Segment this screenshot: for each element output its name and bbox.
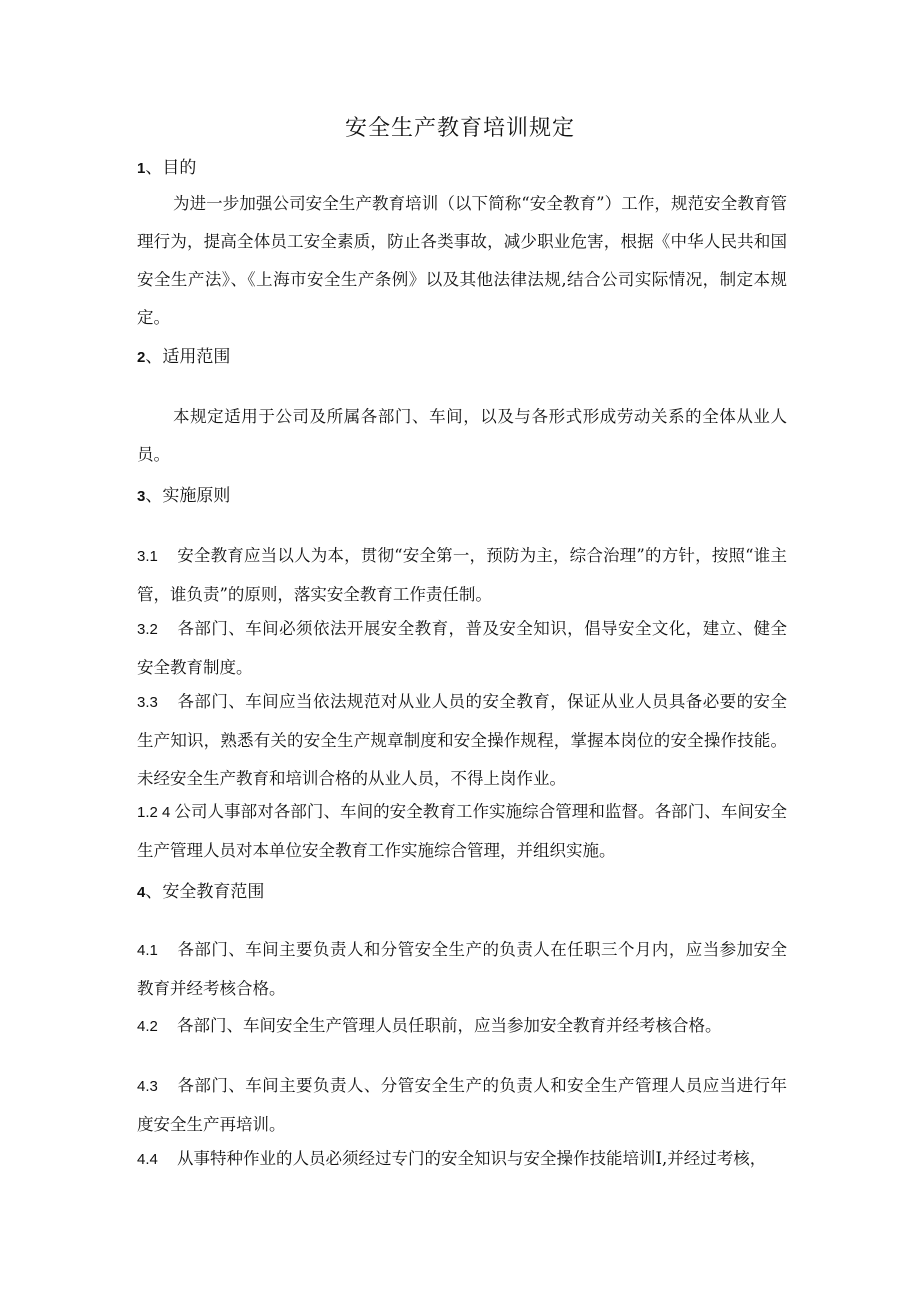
list-item (137, 537, 787, 614)
section-heading-education-scope (137, 873, 787, 912)
section-heading-principles (137, 477, 787, 516)
item-text: 各部门、车间必须依法开展安全教育，普及安全知识，倡导安全文化，建立、健全安全教育制度。 (137, 619, 787, 677)
section-number: 1 (137, 160, 146, 177)
list-item (137, 1067, 787, 1144)
list-item (137, 1007, 787, 1046)
item-number: 3.3 (137, 694, 158, 711)
item-number: 4.2 (137, 1018, 158, 1035)
item-text: 各部门、车间应当依法规范对从业人员的安全教育，保证从业人员具备必要的安全生产知识，熟悉有关的安全生产规章制度和安全操作规程，掌握本岗位的安全操作技能。未经安全生产教育和培训合格的从业人员，不得上岗作业。 (137, 692, 787, 788)
section-number: 3 (137, 488, 146, 505)
scope-paragraph: 本规定适用于公司及所属各部门、车间，以及与各形式形成劳动关系的全体从业人员。 (137, 407, 787, 464)
item-number: 4.3 (137, 1078, 158, 1095)
section-number: 2 (137, 349, 146, 366)
list-item (137, 610, 787, 687)
section-title: 、目的 (145, 158, 197, 178)
section-title: 、适用范围 (145, 347, 231, 367)
item-number: 4.4 (137, 1151, 158, 1168)
item-number: 1.2 4 (137, 804, 171, 821)
item-text: 安全教育应当以人为本，贯彻“安全第一，预防为主，综合治理”的方针，按照“谁主管，谁负责”的原则，落实安全教育工作责任制。 (137, 546, 787, 604)
section-heading-scope (137, 338, 787, 377)
section-title: 、安全教育范围 (145, 882, 265, 902)
item-number: 3.1 (137, 548, 158, 565)
item-text: 公司人事部对各部门、车间的安全教育工作实施综合管理和监督。各部门、车间安全生产管理人员对本单位安全教育工作实施综合管理，并组织实施。 (137, 802, 787, 860)
page-title: 安全生产教育培训规定 (344, 116, 575, 141)
section-number: 4 (137, 884, 146, 901)
list-item (137, 1140, 787, 1179)
list-item (137, 683, 787, 798)
list-item (137, 931, 787, 1008)
item-number: 3.2 (137, 621, 158, 638)
item-number: 4.1 (137, 942, 158, 959)
section-heading-purpose (137, 149, 787, 188)
item-text: 从事特种作业的人员必须经过专门的安全知识与安全操作技能培训I,并经过考核， (177, 1149, 767, 1168)
item-text: 各部门、车间主要负责人和分管安全生产的负责人在任职三个月内，应当参加安全教育并经考核合格。 (137, 940, 787, 998)
section-title: 、实施原则 (145, 486, 231, 506)
item-text: 各部门、车间主要负责人、分管安全生产的负责人和安全生产管理人员应当进行年度安全生产再培训。 (137, 1076, 787, 1134)
purpose-paragraph: 为进一步加强公司安全生产教育培训（以下简称“安全教育”）工作，规范安全教育管理行为，提高全体员工安全素质，防止各类事故，减少职业危害，根据《中华人民共和国安全生产法》、《上海市安全生产条例》以及其他法律法规,结合公司实际情况，制定本规定。 (137, 194, 787, 327)
list-item (137, 793, 787, 870)
item-text: 各部门、车间安全生产管理人员任职前，应当参加安全教育并经考核合格。 (177, 1016, 722, 1035)
